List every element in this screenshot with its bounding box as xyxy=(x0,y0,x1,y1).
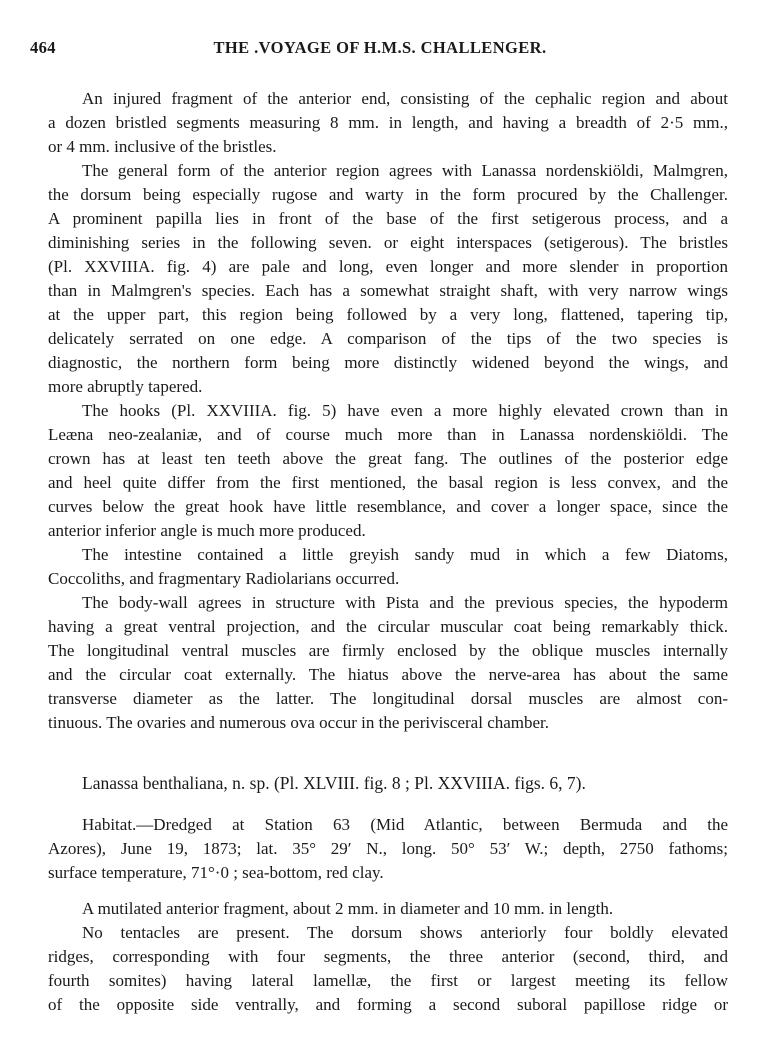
text-line: fourth somites) having lateral lamellæ, the first or largest meeting its fellow xyxy=(48,971,728,990)
text-line: crown has at least ten teeth above the great fang. The outlines of the posterior edge xyxy=(48,449,728,468)
text-line: A prominent papilla lies in front of the base of the first setigerous process, and a xyxy=(48,209,728,228)
text-line: a dozen bristled segments measuring 8 mm. in length, and having a breadth of 2·5 mm., xyxy=(48,113,728,132)
text-line: (Pl. XXVIIIA. fig. 4) are pale and long, even longer and more slender in proportion xyxy=(48,257,728,276)
text-line: and heel quite differ from the first mentioned, the basal region is less convex, and the xyxy=(48,473,728,492)
text-line: The general form of the anterior region agrees with Lanassa nordenskiöldi, Malmgren, xyxy=(82,161,728,180)
text-line: tinuous. The ovaries and numerous ova occur in the perivisceral chamber. xyxy=(48,713,550,732)
text-line: No tentacles are present. The dorsum shows anteriorly four boldly elevated xyxy=(82,923,728,942)
text-line: or 4 mm. inclusive of the bristles. xyxy=(48,137,277,156)
text-line: The intestine contained a little greyish sandy mud in which a few Diatoms, xyxy=(82,545,728,564)
text-line: diminishing series in the following seven. or eight interspaces (setigerous). The bristles xyxy=(48,233,728,252)
text-line: ridges, corresponding with four segments, the three anterior (second, third, and xyxy=(48,947,728,966)
text-line: at the upper part, this region being followed by a very long, flattened, tapering tip, xyxy=(48,305,728,324)
page-number: 464 xyxy=(30,38,56,57)
species-heading: Lanassa benthaliana, n. sp. (Pl. XLVIII. fig. 8 ; Pl. XXVIIIA. figs. 6, 7). xyxy=(82,773,586,793)
text-line: having a great ventral projection, and the circular muscular coat being remarkably thick. xyxy=(48,617,728,636)
text-line: The hooks (Pl. XXVIIIA. fig. 5) have even a more highly elevated crown than in xyxy=(82,401,728,420)
text-line: Leæna neo-zealaniæ, and of course much more than in Lanassa nordenskiöldi. The xyxy=(48,425,728,444)
running-title: THE .VOYAGE OF H.M.S. CHALLENGER. xyxy=(213,38,547,57)
text-line: transverse diameter as the latter. The longitudinal dorsal muscles are almost con- xyxy=(48,689,728,708)
text-line: the dorsum being especially rugose and warty in the form procured by the Challenger. xyxy=(48,185,728,204)
text-line: anterior inferior angle is much more produced. xyxy=(48,521,366,540)
habitat-line: Habitat.—Dredged at Station 63 (Mid Atlantic, between Bermuda and the xyxy=(82,815,728,834)
text-line: Azores), June 19, 1873; lat. 35° 29′ N., long. 50° 53′ W.; depth, 2750 fathoms; xyxy=(48,839,728,858)
text-line: The longitudinal ventral muscles are firmly enclosed by the oblique muscles internally xyxy=(48,641,728,660)
text-line: surface temperature, 71°·0 ; sea-bottom, red clay. xyxy=(48,863,384,882)
text-line: and the circular coat externally. The hiatus above the nerve-area has about the same xyxy=(48,665,728,684)
text-line: than in Malmgren's species. Each has a somewhat straight shaft, with very narrow wings xyxy=(48,281,728,300)
text-line: delicately serrated on one edge. A comparison of the tips of the two species is xyxy=(48,329,728,348)
text-line: of the opposite side ventrally, and forming a second suboral papillose ridge or xyxy=(48,995,728,1014)
text-line: Coccoliths, and fragmentary Radiolarians occurred. xyxy=(48,569,400,588)
text-line: curves below the great hook have little resemblance, and cover a longer space, since the xyxy=(48,497,728,516)
running-header xyxy=(30,38,730,64)
text-line: A mutilated anterior fragment, about 2 mm. in diameter and 10 mm. in length. xyxy=(82,899,614,918)
text-line: diagnostic, the northern form being more distinctly widened beyond the wings, and xyxy=(48,353,728,372)
text-line: An injured fragment of the anterior end, consisting of the cephalic region and about xyxy=(82,89,728,108)
text-line: The body-wall agrees in structure with Pista and the previous species, the hypoderm xyxy=(82,593,728,612)
text-line: more abruptly tapered. xyxy=(48,377,203,396)
